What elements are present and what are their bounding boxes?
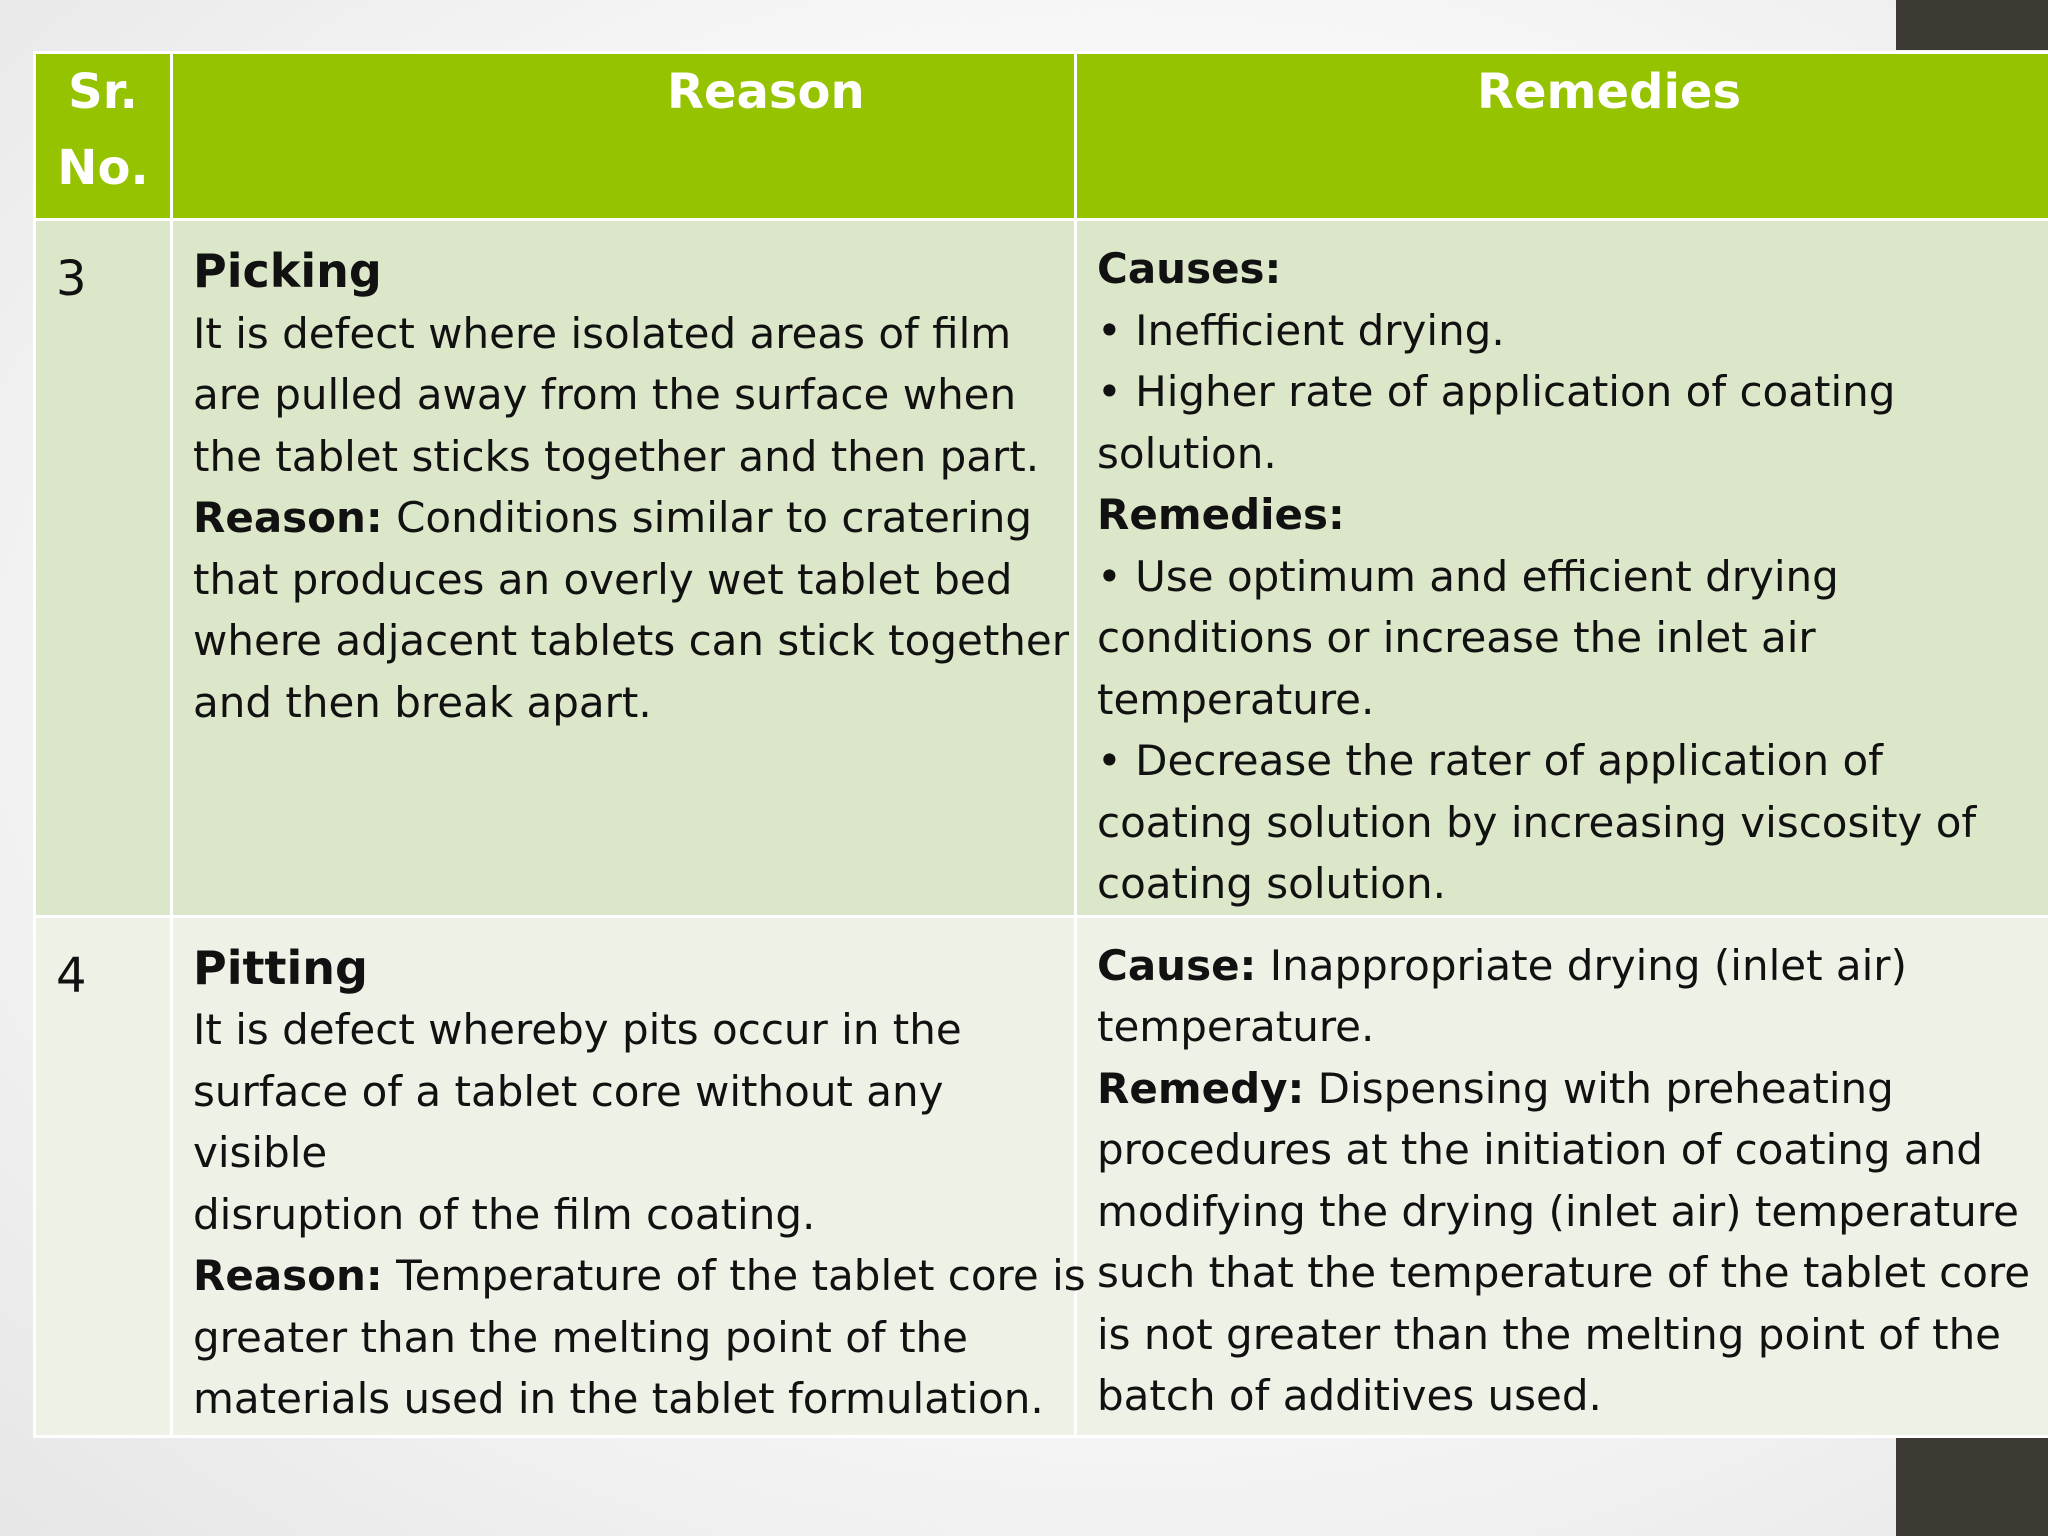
row-number: 4	[35, 916, 172, 1436]
remedy-cell	[1076, 916, 2048, 1436]
accent-bar-top	[1896, 0, 2048, 50]
description-line: It is defect whereby pits occur in the	[193, 1005, 962, 1054]
table-row	[35, 220, 2048, 917]
remedy-line: is not greater than the melting point of the	[1097, 1309, 2002, 1359]
remedy-line: procedures at the initiation of coating and	[1097, 1125, 1983, 1174]
remedy-line: batch of additives used.	[1097, 1371, 1602, 1420]
table-row	[35, 916, 2048, 1436]
cause-line	[1097, 935, 2040, 997]
description-line: It is defect where isolated areas of film	[193, 308, 1012, 358]
remedy-line: • Use optimum and efficient drying	[1097, 551, 1839, 601]
cause-line: temperature.	[1097, 1002, 1375, 1051]
remedy-line: • Inefficient drying.	[1097, 305, 1505, 355]
defect-title: Pitting	[193, 940, 368, 995]
remedy-label: Remedy:	[1097, 1063, 1305, 1113]
description-line: visible	[193, 1128, 328, 1177]
reason-label: Reason:	[193, 1251, 383, 1300]
table-header-row	[35, 53, 2048, 220]
remedy-text: Dispensing with preheating	[1304, 1063, 1894, 1113]
row-number: 3	[35, 220, 172, 917]
defects-table	[33, 51, 2048, 1438]
remedy-line: conditions or increase the inlet air	[1097, 613, 1816, 662]
causes-label: Causes:	[1097, 244, 1282, 293]
reason-line: where adjacent tablets can stick together	[193, 616, 1070, 665]
description-line: the tablet sticks together and then part.	[193, 431, 1040, 481]
reason-line: that produces an overly wet tablet bed	[193, 554, 1013, 604]
cause-label: Cause:	[1097, 940, 1257, 990]
remedies-label: Remedies:	[1097, 490, 1345, 539]
remedy-line: • Decrease the rater of application of	[1097, 736, 1883, 785]
reason-line: materials used in the tablet formulation.	[193, 1374, 1044, 1423]
reason-line	[193, 487, 1064, 549]
remedy-line: temperature.	[1097, 674, 1375, 724]
accent-bar-bottom	[1896, 1436, 2048, 1536]
remedy-line: solution.	[1097, 428, 1277, 478]
description-line: surface of a tablet core without any	[193, 1066, 944, 1116]
sr-header-line-2: No.	[57, 140, 149, 196]
reason-line: and then break apart.	[193, 677, 652, 727]
sr-header-line-1: Sr.	[68, 64, 138, 120]
description-line: are pulled away from the surface when	[193, 370, 1017, 419]
reason-cell	[172, 916, 1086, 1436]
reason-text: Temperature of the tablet core is	[382, 1251, 1086, 1300]
description-line: disruption of the film coating.	[193, 1189, 816, 1239]
cause-text: Inappropriate drying (inlet air)	[1256, 940, 1907, 990]
remedy-line: • Higher rate of application of coating	[1097, 367, 1896, 416]
reason-line: greater than the melting point of the	[193, 1312, 968, 1362]
sr-no-header	[35, 53, 172, 220]
reason-line	[193, 1245, 1086, 1307]
remedy-line: coating solution.	[1097, 859, 1446, 908]
defect-title: Picking	[193, 244, 382, 298]
remedy-line: such that the temperature of the tablet core	[1097, 1248, 2031, 1297]
reason-cell	[172, 220, 1076, 917]
remedy-cell	[1076, 220, 2048, 917]
remedy-line: coating solution by increasing viscosity of	[1097, 797, 1977, 847]
remedy-line	[1097, 1058, 2040, 1120]
reason-text: Conditions similar to cratering	[382, 493, 1033, 542]
reason-label: Reason:	[193, 493, 383, 542]
reason-header: Reason	[172, 53, 1076, 220]
remedies-header: Remedies	[1076, 53, 2048, 220]
remedy-line: modifying the drying (inlet air) temperature	[1097, 1186, 2019, 1236]
